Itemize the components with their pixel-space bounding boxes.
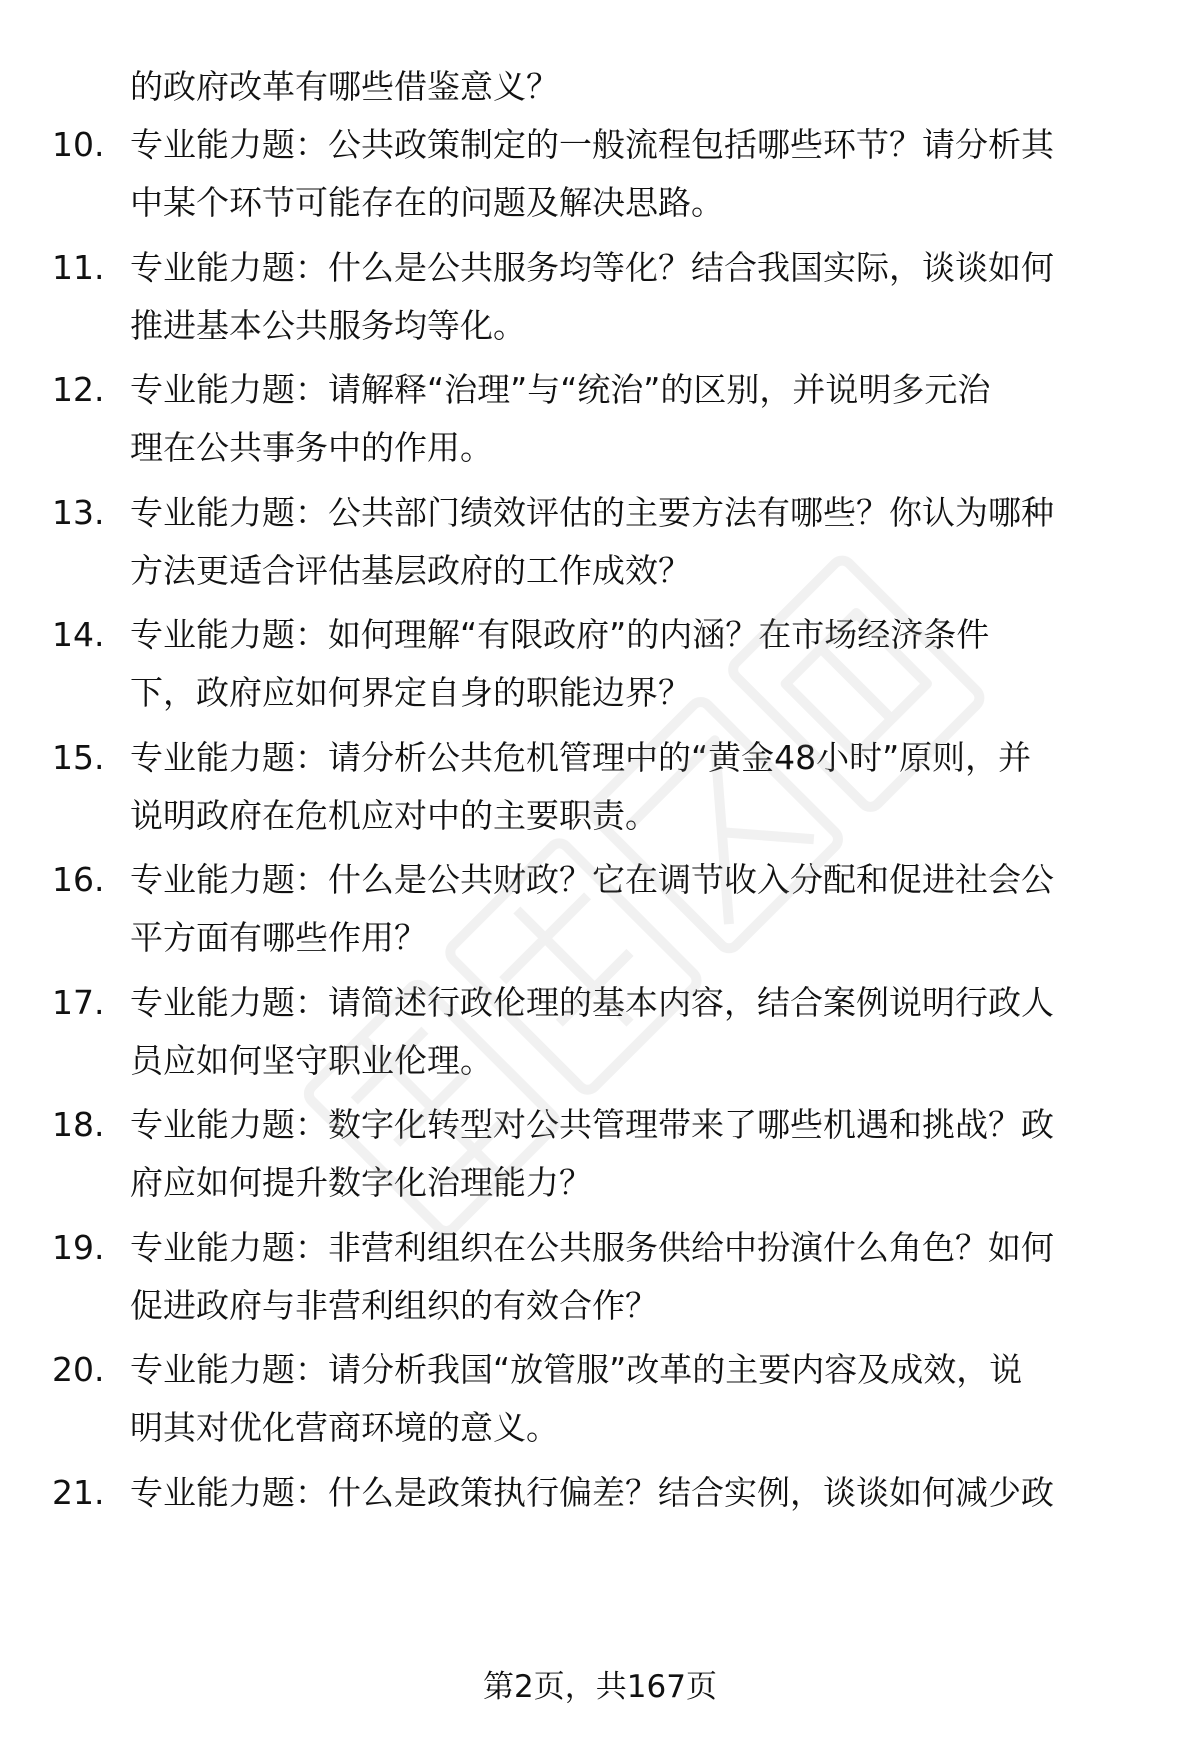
question-text-line: 专业能力题：请简述行政伦理的基本内容，结合案例说明行政人	[130, 983, 1054, 1022]
question-text-line: 专业能力题：请解释“治理”与“统治”的区别，并说明多元治	[130, 370, 991, 409]
continuation-line: 的政府改革有哪些借鉴意义？	[130, 67, 559, 106]
question-text-line: 专业能力题：公共部门绩效评估的主要方法有哪些？你认为哪种	[130, 493, 1054, 532]
question-text-line: 专业能力题：什么是政策执行偏差？结合实例，谈谈如何减少政	[130, 1473, 1054, 1512]
question-text-line: 专业能力题：数字化转型对公共管理带来了哪些机遇和挑战？政	[130, 1105, 1054, 1144]
question-number: 14.	[52, 615, 105, 654]
question-text-line: 专业能力题：请分析我国“放管服”改革的主要内容及成效，说	[130, 1350, 1023, 1389]
question-number: 15.	[52, 738, 105, 777]
question-text-line: 专业能力题：什么是公共服务均等化？结合我国实际，谈谈如何	[130, 248, 1054, 287]
question-text-line: 专业能力题：公共政策制定的一般流程包括哪些环节？请分析其	[130, 125, 1054, 164]
question-number: 19.	[52, 1228, 105, 1267]
question-text-line: 下，政府应如何界定自身的职能边界？	[130, 673, 691, 712]
question-text-line: 推进基本公共服务均等化。	[130, 306, 526, 345]
question-number: 11.	[52, 248, 105, 287]
question-number: 17.	[52, 983, 105, 1022]
question-text-line: 专业能力题：如何理解“有限政府”的内涵？在市场经济条件	[130, 615, 990, 654]
question-number: 16.	[52, 860, 105, 899]
question-text-line: 平方面有哪些作用？	[130, 918, 427, 957]
question-number: 21.	[52, 1473, 105, 1512]
question-text-line: 方法更适合评估基层政府的工作成效？	[130, 551, 691, 590]
question-text-line: 中某个环节可能存在的问题及解决思路。	[130, 183, 724, 222]
question-text-line: 促进政府与非营利组织的有效合作？	[130, 1286, 658, 1325]
question-number: 20.	[52, 1350, 105, 1389]
question-number: 12.	[52, 370, 105, 409]
question-text-line: 理在公共事务中的作用。	[130, 428, 493, 467]
page-footer: 第2页，共167页	[483, 1669, 717, 1705]
question-text-line: 专业能力题：什么是公共财政？它在调节收入分配和促进社会公	[130, 860, 1054, 899]
question-text-line: 府应如何提升数字化治理能力？	[130, 1163, 592, 1202]
question-number: 10.	[52, 125, 105, 164]
question-text-line: 明其对优化营商环境的意义。	[130, 1408, 559, 1447]
question-text-line: 员应如何坚守职业伦理。	[130, 1041, 493, 1080]
question-text-line: 专业能力题：请分析公共危机管理中的“黄金48小时”原则，并	[130, 738, 1032, 777]
question-text-line: 专业能力题：非营利组织在公共服务供给中扮演什么角色？如何	[130, 1228, 1054, 1267]
question-number: 13.	[52, 493, 105, 532]
question-text-line: 说明政府在危机应对中的主要职责。	[130, 796, 658, 835]
question-number: 18.	[52, 1105, 105, 1144]
